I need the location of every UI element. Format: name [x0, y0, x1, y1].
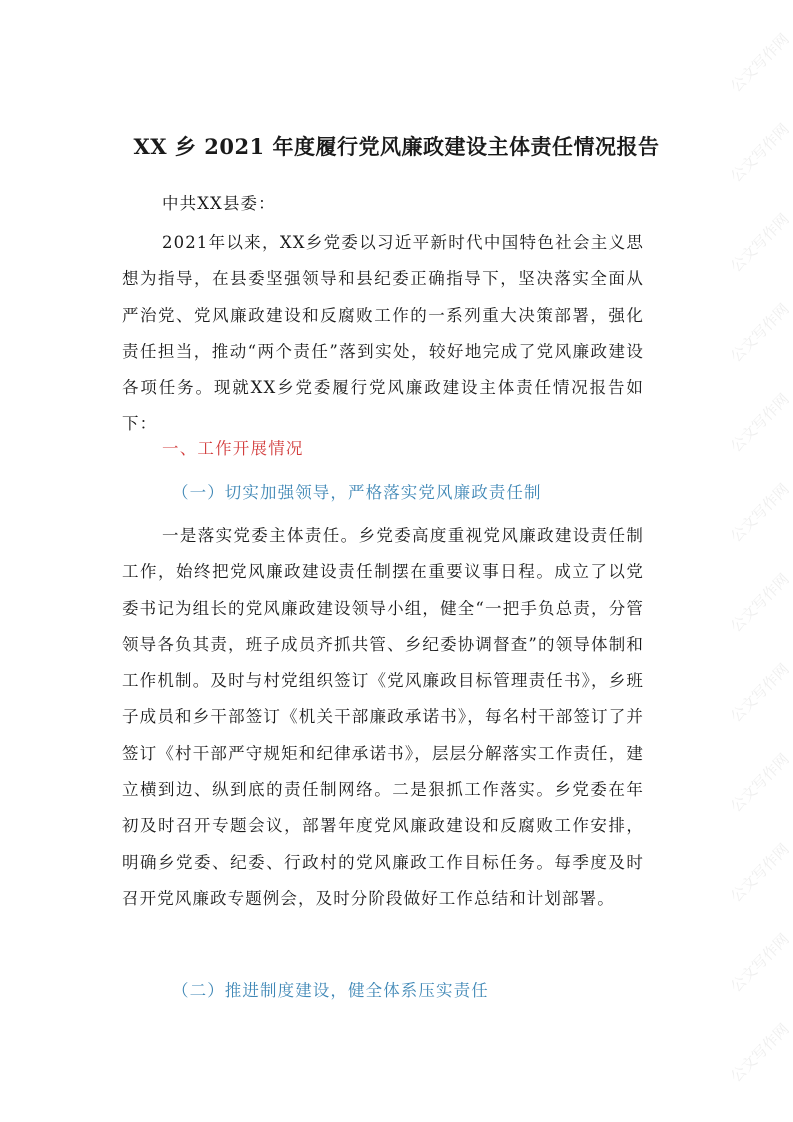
watermark: 公文写作网 — [726, 119, 793, 186]
watermark: 公文写作网 — [726, 1019, 793, 1086]
watermark: 公文写作网 — [726, 569, 793, 636]
watermark: 公文写作网 — [726, 749, 793, 816]
salutation: 中共XX县委： — [162, 194, 276, 213]
watermark: 公文写作网 — [726, 479, 793, 546]
subsection-heading: （二）推进制度建设，健全体系压实责任 — [172, 981, 489, 1000]
watermark: 公文写作网 — [726, 299, 793, 366]
document-title: XX 乡 2021 年度履行党风廉政建设主体责任情况报告 — [133, 134, 660, 159]
watermark: 公文写作网 — [726, 29, 793, 96]
intro-paragraph: 2021年以来，XX乡党委以习近平新时代中国特色社会主义思想为指导，在县委坚强领导和县纪委正确指导下，坚决落实全面从严治党、党风廉政建设和反腐败工作的一系列重大决策部署，强化责任担当，推动“两个责任”落到实处，较好地完成了党风廉政建设各项任务。现就XX乡党委履行党风廉政建设主体责任情况报告如下： — [122, 233, 644, 434]
subsection-heading: （一）切实加强领导，严格落实党风廉政责任制 — [172, 483, 542, 502]
watermark: 公文写作网 — [726, 389, 793, 456]
watermark: 公文写作网 — [726, 839, 793, 906]
watermark: 公文写作网 — [726, 209, 793, 276]
body-paragraph: 一是落实党委主体责任。乡党委高度重视党风廉政建设责任制工作，始终把党风廉政建设责任制摆在重要议事日程。成立了以党委书记为组长的党风廉政建设领导小组，健全“一把手负总责，分管领导各负其责，班子成员齐抓共管、乡纪委协调督查”的领导体制和工作机制。及时与村党组织签订《党风廉政目标管理责任书》，乡班子成员和乡干部签订《机关干部廉政承诺书》，每名村干部签订了并签订《村干部严守规矩和纪律承诺书》，层层分解落实工作责任，建立横到边、纵到底的责任制网络。二是狠抓工作落实。乡党委在年初及时召开专题会议，部署年度党风廉政建设和反腐败工作安排，明确乡党委、纪委、行政村的党风廉政工作目标任务。每季度及时召开党风廉政专题例会，及时分阶段做好工作总结和计划部署。 — [122, 526, 644, 908]
watermark: 公文写作网 — [726, 929, 793, 996]
section-heading: 一、工作开展情况 — [162, 439, 304, 458]
watermark: 公文写作网 — [726, 659, 793, 726]
